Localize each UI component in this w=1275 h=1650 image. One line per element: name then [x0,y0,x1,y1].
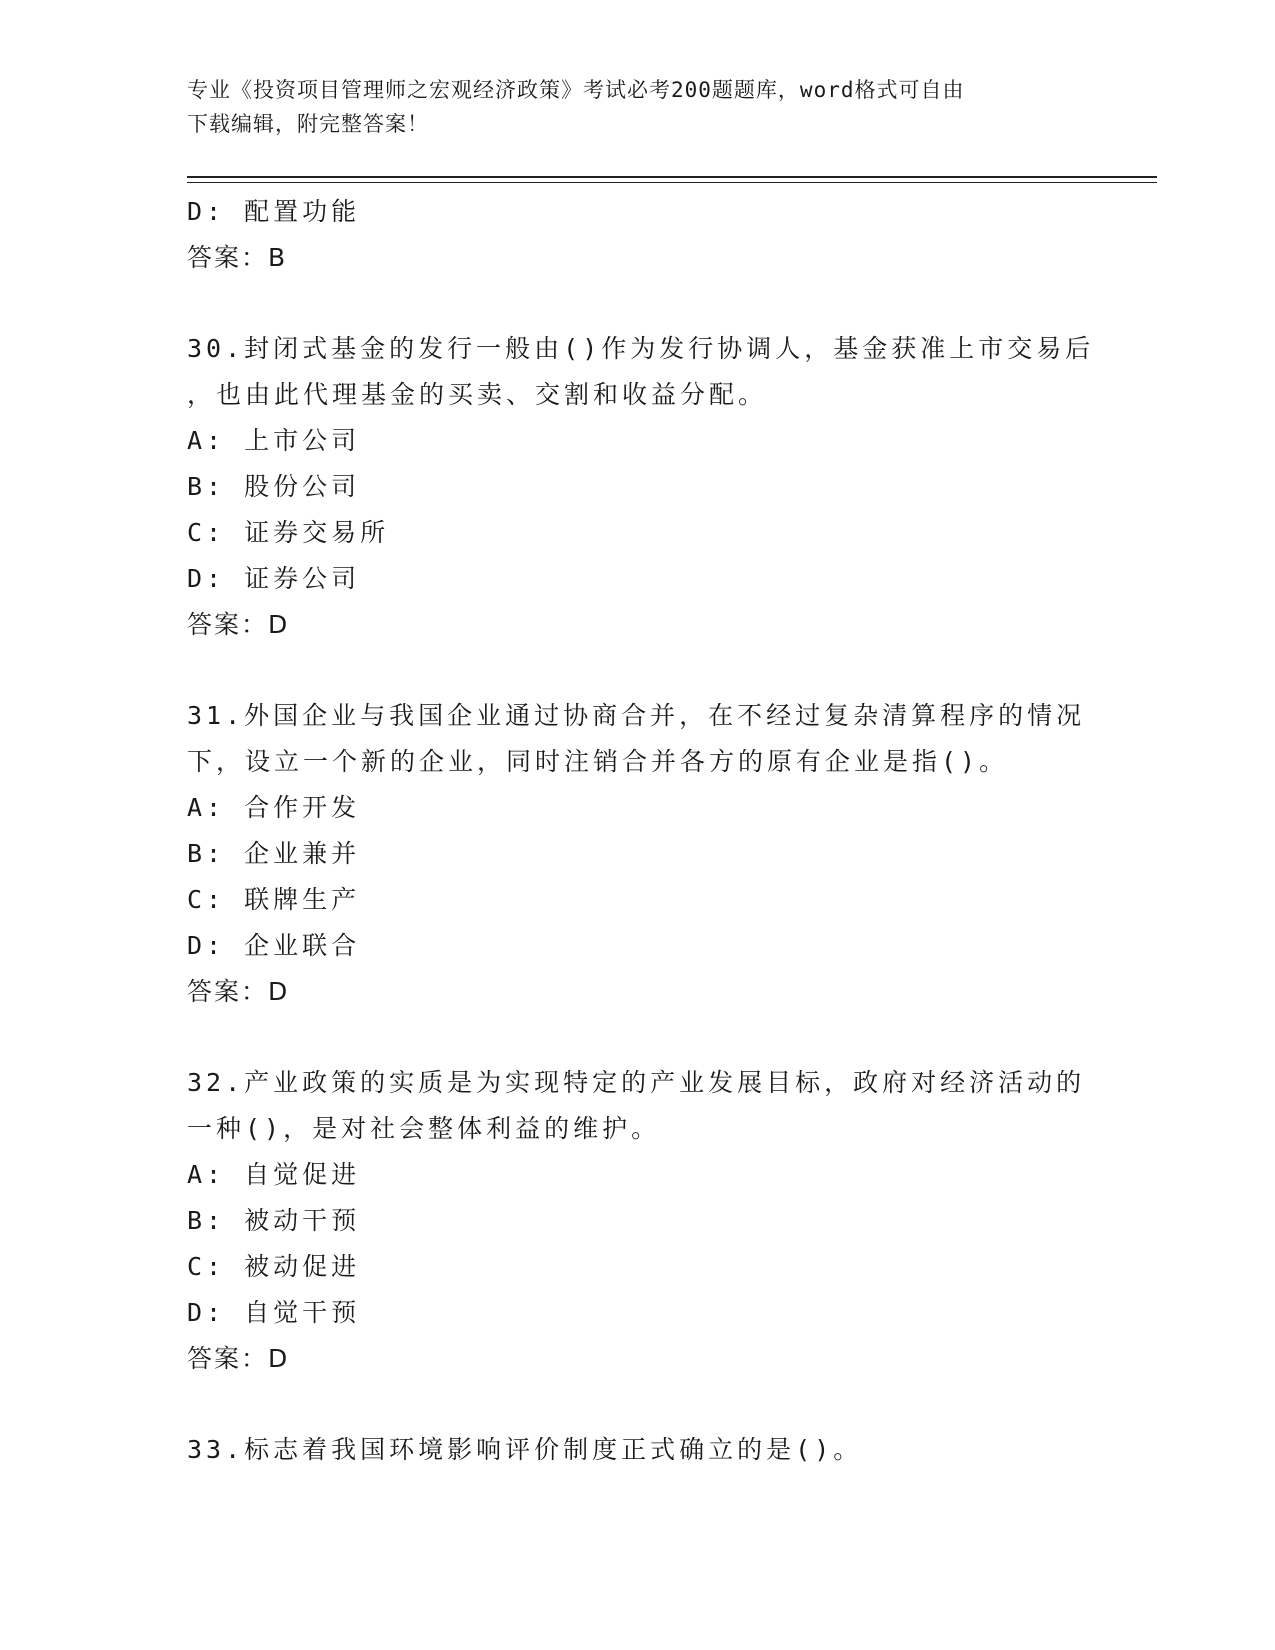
question-text: 33.标志着我国环境影响评价制度正式确立的是()。 [187,1435,863,1464]
option-d: D: 证券公司 [187,564,361,593]
option-c: C: 被动促进 [187,1252,361,1281]
answer-line: 答案：D [187,1344,290,1373]
question-text-continued: 下，设立一个新的企业，同时注销合并各方的原有企业是指()。 [187,747,1009,776]
header-line-2: 下载编辑，附完整答案！ [187,112,429,136]
option-c: C: 联牌生产 [187,885,361,914]
option-b: B: 被动干预 [187,1206,361,1235]
question-list [187,189,1157,1473]
answer-line: 答案：D [187,977,290,1006]
option-a: A: 自觉促进 [187,1160,361,1189]
question-gap [187,648,1157,693]
option-d: D: 企业联合 [187,931,361,960]
question-32 [187,1060,1157,1382]
header-line-1: 专业《投资项目管理师之宏观经济政策》考试必考200题题库，word格式可自由 [187,78,965,102]
question-30 [187,326,1157,648]
option-d: D: 自觉干预 [187,1298,361,1327]
option-a: A: 上市公司 [187,426,361,455]
question-gap [187,1382,1157,1427]
question-33 [187,1427,1157,1473]
question-gap [187,281,1157,326]
question-text: 32.产业政策的实质是为实现特定的产业发展目标，政府对经济活动的 [187,1068,1086,1097]
header-divider-thin [187,182,1157,183]
answer-line: 答案：D [187,610,290,639]
option-b: B: 企业兼并 [187,839,361,868]
question-text-continued: 一种()，是对社会整体利益的维护。 [187,1114,661,1143]
question-29-tail [187,189,1157,281]
option-a: A: 合作开发 [187,793,361,822]
question-text: 30.封闭式基金的发行一般由()作为发行协调人，基金获准上市交易后 [187,334,1095,363]
header-divider-thick [187,176,1157,178]
answer-line: 答案：B [187,243,288,272]
option-b: B: 股份公司 [187,472,361,501]
question-31 [187,693,1157,1015]
question-gap [187,1015,1157,1060]
question-text: 31.外国企业与我国企业通过协商合并，在不经过复杂清算程序的情况 [187,701,1086,730]
option-c: C: 证券交易所 [187,518,390,547]
option-d: D: 配置功能 [187,197,361,226]
document-header [187,73,1087,141]
question-text-continued: ，也由此代理基金的买卖、交割和收益分配。 [187,380,768,409]
